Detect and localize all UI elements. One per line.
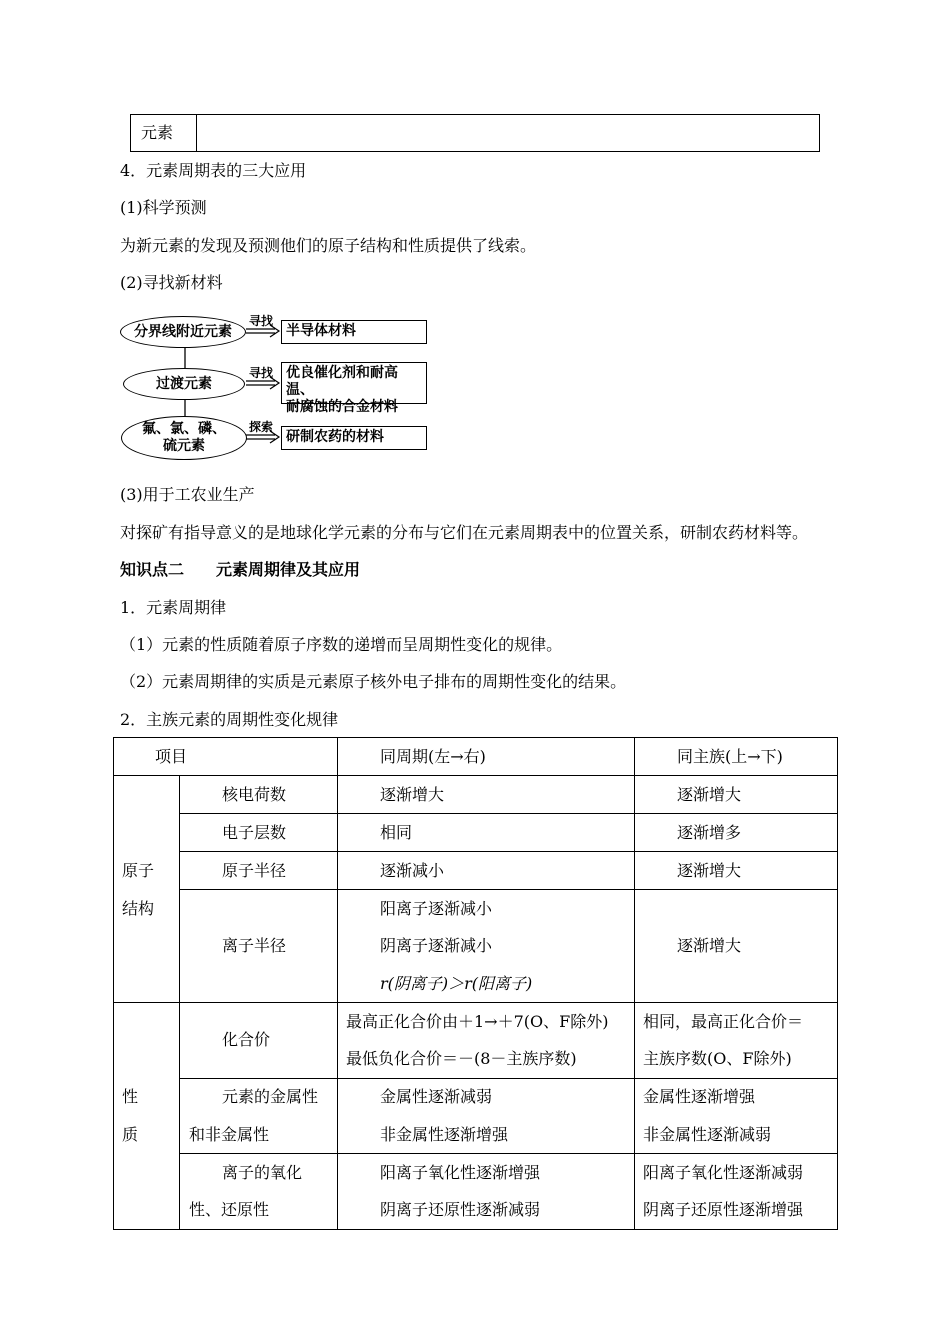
row-atomic-radius-period: 逐渐减小 <box>380 861 445 880</box>
row-metallic-label-2: 和非金属性 <box>189 1125 270 1144</box>
header-item: 项目 <box>155 747 188 766</box>
row-shells-label: 电子层数 <box>222 823 287 842</box>
row-shells-group: 逐渐增多 <box>677 823 742 842</box>
row-redox-group-2: 阴离子还原性逐渐增强 <box>643 1200 804 1219</box>
row-nuclear-charge-period: 逐渐增大 <box>380 785 445 804</box>
row-atomic-radius-label: 原子半径 <box>222 861 287 880</box>
row-metallic-group-2: 非金属性逐渐减弱 <box>643 1125 772 1144</box>
top-table <box>130 114 820 152</box>
row-redox-group-1: 阳离子氧化性逐渐减弱 <box>643 1163 804 1182</box>
p2-title: (2)寻找新材料 <box>120 273 223 292</box>
target-catalyst-line2: 耐腐蚀的合金材料 <box>286 399 398 415</box>
row-redox-label-1: 离子的氧化 <box>222 1163 303 1182</box>
group-atom-1: 原子 <box>122 861 155 880</box>
p1-title: (1)科学预测 <box>120 198 207 217</box>
target-catalyst-alloy <box>281 362 427 415</box>
section4-heading: 4．元素周期表的三大应用 <box>120 161 307 180</box>
row-ionic-radius-period-2: 阴离子逐渐减小 <box>380 936 493 955</box>
row-nuclear-charge-group: 逐渐增大 <box>677 785 742 804</box>
node-fcps-elements <box>121 416 247 460</box>
materials-diagram <box>115 310 435 470</box>
group-property-1: 性 <box>122 1087 139 1106</box>
target-semiconductor: 半导体材料 <box>281 320 427 344</box>
row-nuclear-charge-label: 核电荷数 <box>222 785 287 804</box>
periodic-law-b: （2）元素周期律的实质是元素原子核外电子排布的周期性变化的结果。 <box>120 672 627 691</box>
target-pesticide: 研制农药的材料 <box>281 426 427 450</box>
row-shells-period: 相同 <box>380 823 413 842</box>
row-redox-period-2: 阴离子还原性逐渐减弱 <box>380 1200 541 1219</box>
row-metallic-label-1: 元素的金属性 <box>222 1087 319 1106</box>
p3-title: (3)用于工农业生产 <box>120 485 255 504</box>
p1-text: 为新元素的发现及预测他们的原子结构和性质提供了线索。 <box>120 236 537 255</box>
row-valence-group-1: 相同，最高正化合价＝ <box>643 1012 804 1031</box>
row-atomic-radius-group: 逐渐增大 <box>677 861 742 880</box>
arrow-label-search-2: 寻找 <box>249 366 274 380</box>
row-valence-period-2: 最低负化合价＝－(8－主族序数) <box>346 1049 577 1068</box>
node-boundary-elements: 分界线附近元素 <box>120 316 246 348</box>
knowledge2-heading: 知识点二 元素周期律及其应用 <box>120 560 361 579</box>
p3-text: 对探矿有指导意义的是地球化学元素的分布与它们在元素周期表中的位置关系，研制农药材料等。 <box>120 523 809 542</box>
periodic-law-title: 1．元素周期律 <box>120 598 227 617</box>
group-atom-2: 结构 <box>122 899 155 918</box>
row-valence-label: 化合价 <box>222 1030 271 1049</box>
row-metallic-period-1: 金属性逐渐减弱 <box>380 1087 493 1106</box>
top-table-label: 元素 <box>131 115 197 151</box>
arrow-label-search-1: 寻找 <box>249 314 274 328</box>
row-redox-label-2: 性、还原性 <box>189 1200 270 1219</box>
row-valence-period-1: 最高正化合价由＋1→＋7(O、F除外) <box>346 1012 609 1031</box>
row-ionic-radius-label: 离子半径 <box>222 936 287 955</box>
row-metallic-group-1: 金属性逐渐增强 <box>643 1087 756 1106</box>
arrow-label-explore: 探索 <box>249 420 274 434</box>
main-group-title: 2．主族元素的周期性变化规律 <box>120 710 339 729</box>
row-valence-group-2: 主族序数(O、F除外) <box>643 1049 792 1068</box>
row-ionic-radius-period-3: r(阴离子)＞r(阳离子) <box>380 974 533 993</box>
header-period: 同周期(左→右) <box>380 747 486 766</box>
target-catalyst-line1: 优良催化剂和耐高温、 <box>286 365 398 398</box>
row-ionic-radius-group: 逐渐增大 <box>677 936 742 955</box>
group-property-2: 质 <box>122 1125 139 1144</box>
row-metallic-period-2: 非金属性逐渐增强 <box>380 1125 509 1144</box>
node-fcps-line1: 氟、氯、磷、 <box>142 421 226 437</box>
node-fcps-line2: 硫元素 <box>163 438 205 454</box>
periodic-law-a: （1）元素的性质随着原子序数的递增而呈周期性变化的规律。 <box>120 635 563 654</box>
row-redox-period-1: 阳离子氧化性逐渐增强 <box>380 1163 541 1182</box>
header-group: 同主族(上→下) <box>677 747 783 766</box>
periodic-trends-table <box>113 737 838 1230</box>
row-ionic-radius-period-1: 阳离子逐渐减小 <box>380 899 493 918</box>
node-transition-elements: 过渡元素 <box>123 368 245 400</box>
